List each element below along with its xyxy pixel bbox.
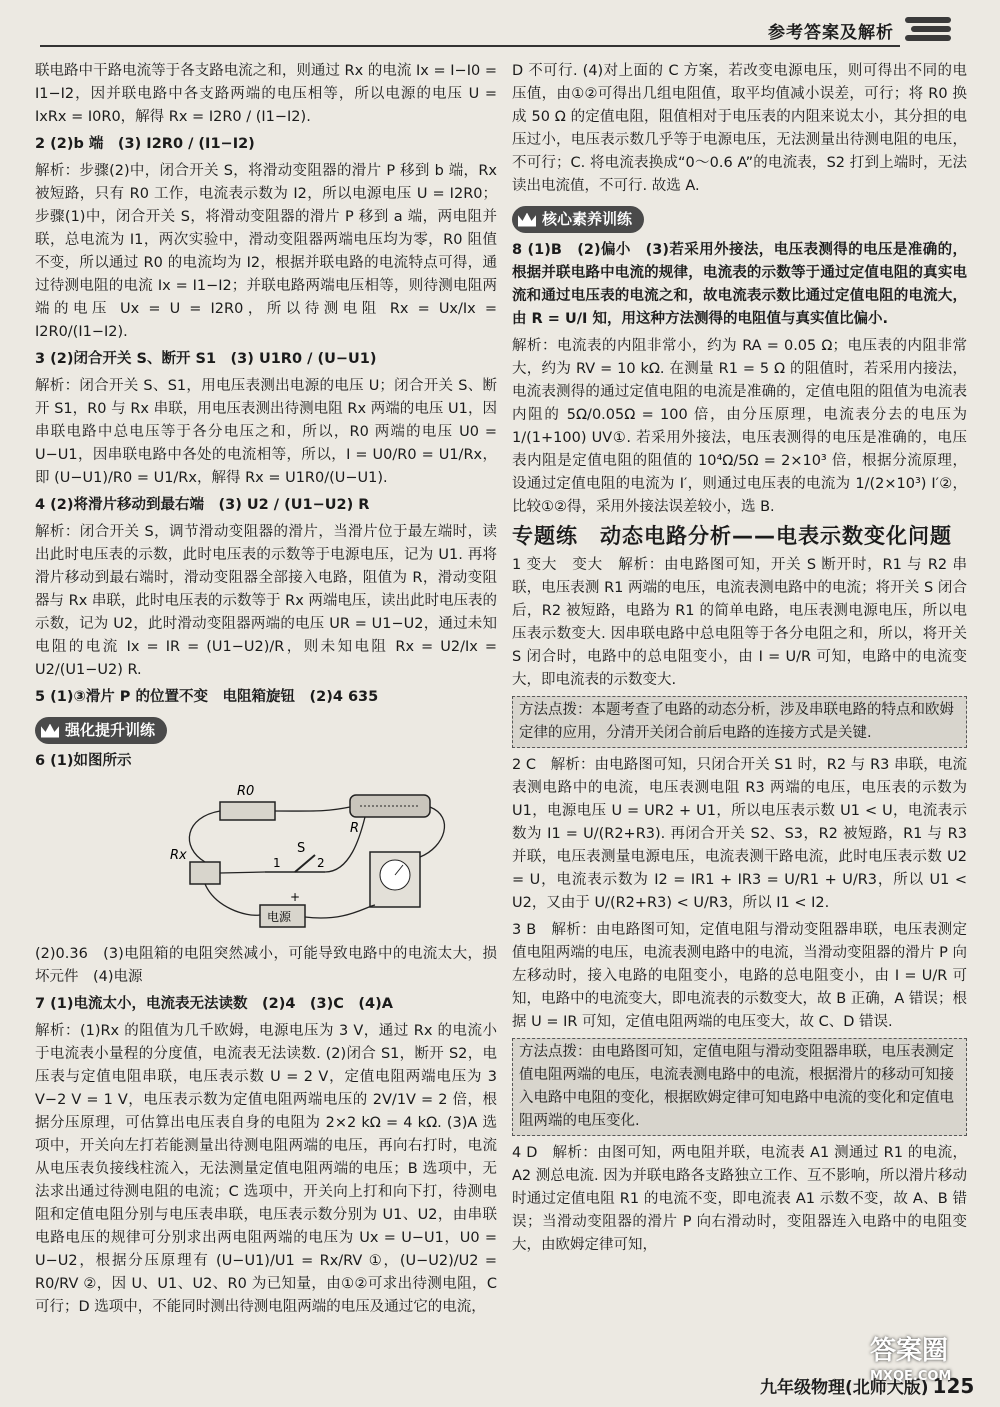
topic-q2: 2 C 解析：由电路图可知，只闭合开关 S1 时，R2 与 R3 串联，电流表测电路中的电流，电压表测电阻 R3 两端的电压，电压表的示数为 U1，电源电压 U = UR2 + U1，所以电压表示数 U1 < U，电流表示数为 I1 = U/(R2+R3). 再闭合开关 S2、S3，R2 被短路，R1 与 R3 并联，电压表测量电源电压，电流表测干路电流，此时电压表示数 U2 = U，电流表示数为 I2 = IR1 + IR3 = U/R1 + U/R3，所以 U1 < U2，又由于 U/(R2+R3) < U/R3，所以 I1 < I2.: [512, 757, 967, 911]
section-strengthen: [35, 717, 167, 744]
label-1: 1: [273, 856, 281, 870]
circuit-figure: [165, 777, 465, 937]
topic-q1: 1 变大 变大 解析：由电路图可知，开关 S 断开时，R1 与 R2 串联，电压表测 R1 两端的电压，电流表测电路中的电流；将开关 S 闭合后，R2 被短路，电路为 R1 的简单电路，电压表测电源电压，所以电压表示数变大. 因串联电路中总电阻等于各分电阻之和，所以，将开关 S 闭合时，电路中的总电阻变小，由 I = U/R 可知，电路中的电流变大，即电流表的示数变大.: [512, 557, 967, 688]
section-core: [512, 206, 644, 233]
topic-heading: 专题练 动态电路分析——电表示数变化问题: [512, 524, 952, 548]
q5-answer: 5 (1)③滑片 P 的位置不变 电阻箱旋钮 (2)4 635: [35, 689, 379, 705]
right-paragraph-1: D 不可行. (4)对上面的 C 方案，若改变电源电压，则可得出不同的电压值，由①②可得出几组电阻值，取平均值减小误差，可行；将 R0 换成 50 Ω 的定值电阻，阻值相对于电压表的内阻来说太小，其分担的电压过小，电压表示数几乎等于电源电压，无法测量出待测电阻的电压，不可行；C. 将电流表换成“0～0.6 A”的电流表，S2 打到上端时，无法读出电流值，不可行. 故选 A.: [512, 63, 967, 194]
book-stack-icon: [905, 14, 951, 44]
wire-5: [205, 884, 260, 915]
q3-answer: 3 (2)闭合开关 S、断开 S1 (3) U1R0 / (U−U1): [35, 351, 377, 367]
q8-answer: 8 (1)B (2)偏小 (3)若采用外接法，电压表测得的电压是准确的，根据并联电路中电流的规律，电流表的示数等于通过定值电阻的真实电流和通过电压表的电流之和，故电流表示数比通过定值电阻的电流大，由 R = U/I 知，用这种方法测得的电阻值与真实值比偏小.: [512, 242, 967, 327]
label-s: S: [297, 841, 306, 856]
label-rx: Rx: [170, 848, 187, 863]
q3-explanation: 解析：闭合开关 S、S1，用电压表测出电源的电压 U；闭合开关 S、断开 S1，R0 与 Rx 串联，用电压表测出待测电阻 Rx 两端的电压 U1，因串联电路中总电压等于各分电压之和，所以，R0 两端的电压 U0 = U−U1，因串联电路中各处的电流相等，所以，I = U0/R0 = U1/Rx，即 (U−U1)/R0 = U1/Rx，解得 Rx = U1R0/(U−U1).: [35, 378, 497, 486]
wire-6: [305, 905, 375, 918]
q7-answer: 7 (1)电流太小，电流表无法读数 (2)4 (3)C (4)A: [35, 996, 393, 1012]
tip-box-2: 方法点拨：由电路图可知，定值电阻与滑动变阻器串联，电压表测定值电阻两端的电压，电流表测电路中的电流，根据滑片的移动可知接入电路中电阻的变化，根据欧姆定律可知电路中电流的变化和定值电阻两端的电压变化.: [512, 1038, 967, 1136]
footer-text: 九年级物理(北师大版): [760, 1378, 929, 1398]
crown-icon: [518, 213, 536, 227]
q8-explanation: 解析：电流表的内阻非常小，约为 RA = 0.05 Ω；电压表的内阻非常大，约为 RV = 10 kΩ. 在测量 R1 = 5 Ω 的阻值时，若采用内接法，电流表测得的通过定值电阻的电流是准确的，定值电阻的阻值为电流表内阻的 5Ω/0.05Ω = 100 倍，由分压原理，电流表分去的电压为 1/(1+100) UV①. 若采用外接法，电压表测得的电压是准确的，电压表内阻是定值电阻的阻值的 10⁴Ω/5Ω = 2×10³ 倍，根据分流原理，设通过定值电阻的电流为 I′，则通过电压表的电流为 1/(2×10³) I′②，比较①②得，采用外接法误差较小，选 B.: [512, 338, 967, 515]
q6-answer: 6 (1)如图所示: [35, 753, 132, 769]
resistor-r0-box: [220, 802, 275, 820]
header-title: 参考答案及解析: [768, 23, 894, 43]
section-core-label: 核心素养训练: [542, 210, 633, 228]
label-r: R: [350, 821, 360, 836]
label-r0: R0: [237, 784, 255, 799]
switch-lever: [295, 855, 315, 872]
watermark-brand: 答案圈: [870, 1336, 949, 1366]
resistor-rx-box: [190, 862, 220, 884]
topic-q4: 4 D 解析：由图可知，两电阻并联，电流表 A1 测通过 R1 的电流，A2 测总电流. 因为并联电路各支路独立工作、互不影响，所以滑片移动时通过定值电阻 R1 的电流不变，即电流表 A1 示数不变，故 A、B 错误；当滑动变阻器的滑片 P 向右滑动时，变阻器连入电路中的电阻变大，由欧姆定律可知，: [512, 1145, 967, 1253]
header-rule: [40, 45, 900, 47]
label-plus: +: [290, 890, 301, 904]
label-2: 2: [317, 856, 325, 870]
q4-answer: 4 (2)将滑片移动到最右端 (3) U2 / (U1−U2) R: [35, 497, 370, 513]
q7-explanation: 解析：(1)Rx 的阻值为几千欧姆，电源电压为 3 V，通过 Rx 的电流小于电流表小量程的分度值，电流表无法读数. (2)闭合 S1，断开 S2，电压表与定值电阻串联，电压表示数 U = 2 V，定值电阻两端电压为 3 V−2 V = 1 V，电压表示数为定值电阻两端电压的 2V/1V = 2 倍，根据分压原理，可估算出电压表自身的电阻为 2×2 kΩ = 4 kΩ. (3)A 选项中，开关向左打若能测量出待测电阻两端的电压，再向右打时，电流从电压表负接线柱流入，无法测量定值电阻两端的电压；B 选项中，无法求出通过待测电阻的电流；C 选项中，开关向上打和向下打，待测电阻和定值电阻分别与电压表串联，电压表示数分别为 U1、U2，由串联电路电压的规律可分别求出两电阻两端的电压为 Ux = U−U1，U0 = U−U2，根据分压原理有 (U−U1)/U1 = Rx/RV ①，(U−U2)/U2 = R0/RV ②，因 U、U1、U2、R0 为已知量，由①②可求出待测电阻，C 可行；D 选项中，不能同时测出待测电阻两端的电压及通过它的电流，: [35, 1023, 497, 1315]
q2-answer: 2 (2)b 端 (3) I2R0 / (I1−I2): [35, 136, 255, 152]
watermark-url: MXQE.COM: [870, 1369, 952, 1384]
section-strengthen-label: 强化提升训练: [65, 721, 156, 739]
crown-icon: [41, 724, 59, 738]
left-column: [35, 60, 497, 1323]
wire-7: [220, 872, 265, 873]
topic-q3: 3 B 解析：由电路图可知，定值电阻与滑动变阻器串联，电压表测定值电阻两端的电压，电流表测电路中的电流，当滑动变阻器的滑片 P 向左移动时，接入电路的电阻变小，电路的总电阻变小，由 I = U/R 可知，电路中的电流变大，即电流表的示数变大，故 B 正确，A 错误；根据 U = IR 可知，定值电阻两端的电压变大，故 C、D 错误.: [512, 922, 967, 1030]
circuit-diagram: [165, 777, 465, 937]
right-column: [512, 60, 967, 1261]
q6-rest: (2)0.36 (3)电阻箱的电阻突然减小，可能导致电路中的电流太大，损坏元件 (4)电源: [35, 946, 497, 985]
wire-2: [275, 807, 350, 811]
tip-box-1: 方法点拨：本题考查了电路的动态分析，涉及串联电路的特点和欧姆定律的应用，分清开关闭合前后电路的连接方式是关键.: [512, 696, 967, 748]
wire-1: [189, 811, 220, 862]
left-paragraph-1: 联电路中干路电流等于各支路电流之和，则通过 Rx 的电流 Ix = I−I0 = I1−I2，因并联电路中各支路两端的电压相等，所以电源的电压 U = IxRx = I0R0，解得 Rx = I2R0 / (I1−I2).: [35, 63, 497, 125]
q2-explanation: 解析：步骤(2)中，闭合开关 S，将滑动变阻器的滑片 P 移到 b 端，Rx 被短路，只有 R0 工作，电流表示数为 I2，所以电源电压 U = I2R0；步骤(1)中，闭合开关 S，将滑动变阻器的滑片 P 移到 a 端，两电阻并联，总电流为 I1，两次实验中，滑动变阻器两端电压均为零，R0 阻值不变，所以通过 R0 的电流均为 I2，根据并联电路的电流特点可得，通过待测电阻的电流 Ix = I1−I2；并联电路两端电压相等，则待测电阻两端的电压 Ux = U = I2R0，所以待测电阻 Rx = Ux/Ix = I2R0/(I1−I2).: [35, 163, 497, 340]
watermark-logo: [870, 1330, 995, 1405]
q4-explanation: 解析：闭合开关 S，调节滑动变阻器的滑片，当滑片位于最左端时，读出此时电压表的示数，此时电压表的示数等于电源电压，记为 U1. 再将滑片移动到最右端时，滑动变阻器全部接入电路，阻值为 R，滑动变阻器与 Rx 串联，此时电压表的示数等于 Rx 两端电压，读出此时电压表的示数，记为 U2，此时滑动变阻器两端的电压 UR = U1−U2，通过未知电阻的电流 Ix = IR = (U1−U2)/R，则未知电阻 Rx = U2/Ix = U2/(U1−U2) R.: [35, 524, 497, 678]
label-source: 电源: [267, 910, 292, 924]
page-number: 125: [932, 1374, 975, 1398]
